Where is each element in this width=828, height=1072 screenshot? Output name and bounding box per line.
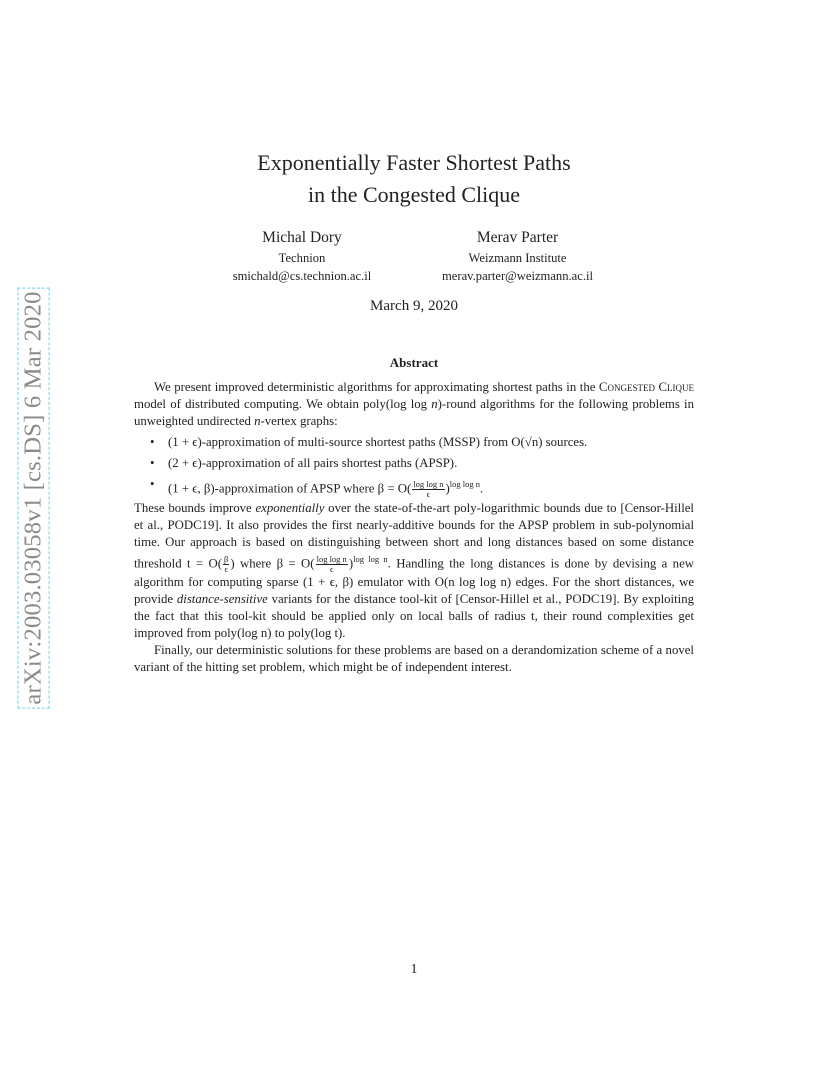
author-name: Michal Dory <box>262 229 342 246</box>
results-list <box>148 434 693 503</box>
paper-title-line-2: in the Congested Clique <box>307 182 521 207</box>
list-item: • (2 + ϵ)-approximation of all pairs shortest paths (APSP). <box>148 455 693 472</box>
arxiv-stamp[interactable] <box>14 265 54 730</box>
author-email: smichald@cs.technion.ac.il <box>232 269 372 283</box>
list-item: • (1 + ϵ, β)-approximation of APSP where β = O( $\frac{\text{log log n}}{\epsilon}$ )$^{log log n}$. <box>148 476 693 499</box>
abstract-heading: Abstract <box>389 355 439 370</box>
author-name: Merav Parter <box>476 229 559 246</box>
abstract-paragraph-2: These bounds improve exponentially over the state-of-the-art poly-logarithmic bounds due to [Censor-Hillel et al., PODC19]. It also provides the first nearly-additive bounds for the APSP problem in sub-polynomial time. Our approach is based on distinguishing between short and long distances based on some distance threshold t = O( $\frac{\beta}{\epsilon}$ ) where β = O( $\frac{\text{log log n}}{\epsilon}$ )$^{log log n}$. Handling the long distances is done by devising a new algorithm for computing sparse (1 + ϵ, β) emulator with O(n log log n) edges. For the short distances, we provide distance-sensitive variants for the distance tool-kit of [Censor-Hillel et al., PODC19]. By exploiting the fact that this tool-kit should be applied only on local balls of radius t, their round complexities get improved from poly(log n) to poly(log t). Finally, our deterministic solutions for these problems are based on a derandomization scheme of a novel variant of the hitting set problem, which might be of independent interest. <box>134 501 694 674</box>
author-email: merav.parter@weizmann.ac.il <box>442 269 593 283</box>
arxiv-identifier[interactable]: arXiv:2003.03058v1 [cs.DS] 6 Mar 2020 <box>18 287 50 708</box>
abstract-paragraph-1: We present improved deterministic algorithms for approximating shortest paths in the Congested Clique model of distributed computing. We obtain poly(log log n)-round algorithms for the following problems in unweighted undirected n-vertex graphs: <box>134 380 694 428</box>
list-item: • (1 + ϵ)-approximation of multi-source shortest paths (MSSP) from O(√n) sources. <box>148 434 693 451</box>
author-affiliation: Technion <box>278 251 326 265</box>
paper-date: March 9, 2020 <box>370 298 458 314</box>
author-affiliation: Weizmann Institute <box>468 251 567 265</box>
author-block-1 <box>212 227 392 285</box>
author-block-2 <box>420 227 615 285</box>
paper-title-line-1: Exponentially Faster Shortest Paths <box>257 150 571 175</box>
page-number: 1 <box>410 962 418 977</box>
abstract-paragraph-3: Finally, our deterministic solutions for these problems are based on a derandomization scheme of a novel variant of the hitting set problem, which might be of independent interest. <box>134 642 694 674</box>
